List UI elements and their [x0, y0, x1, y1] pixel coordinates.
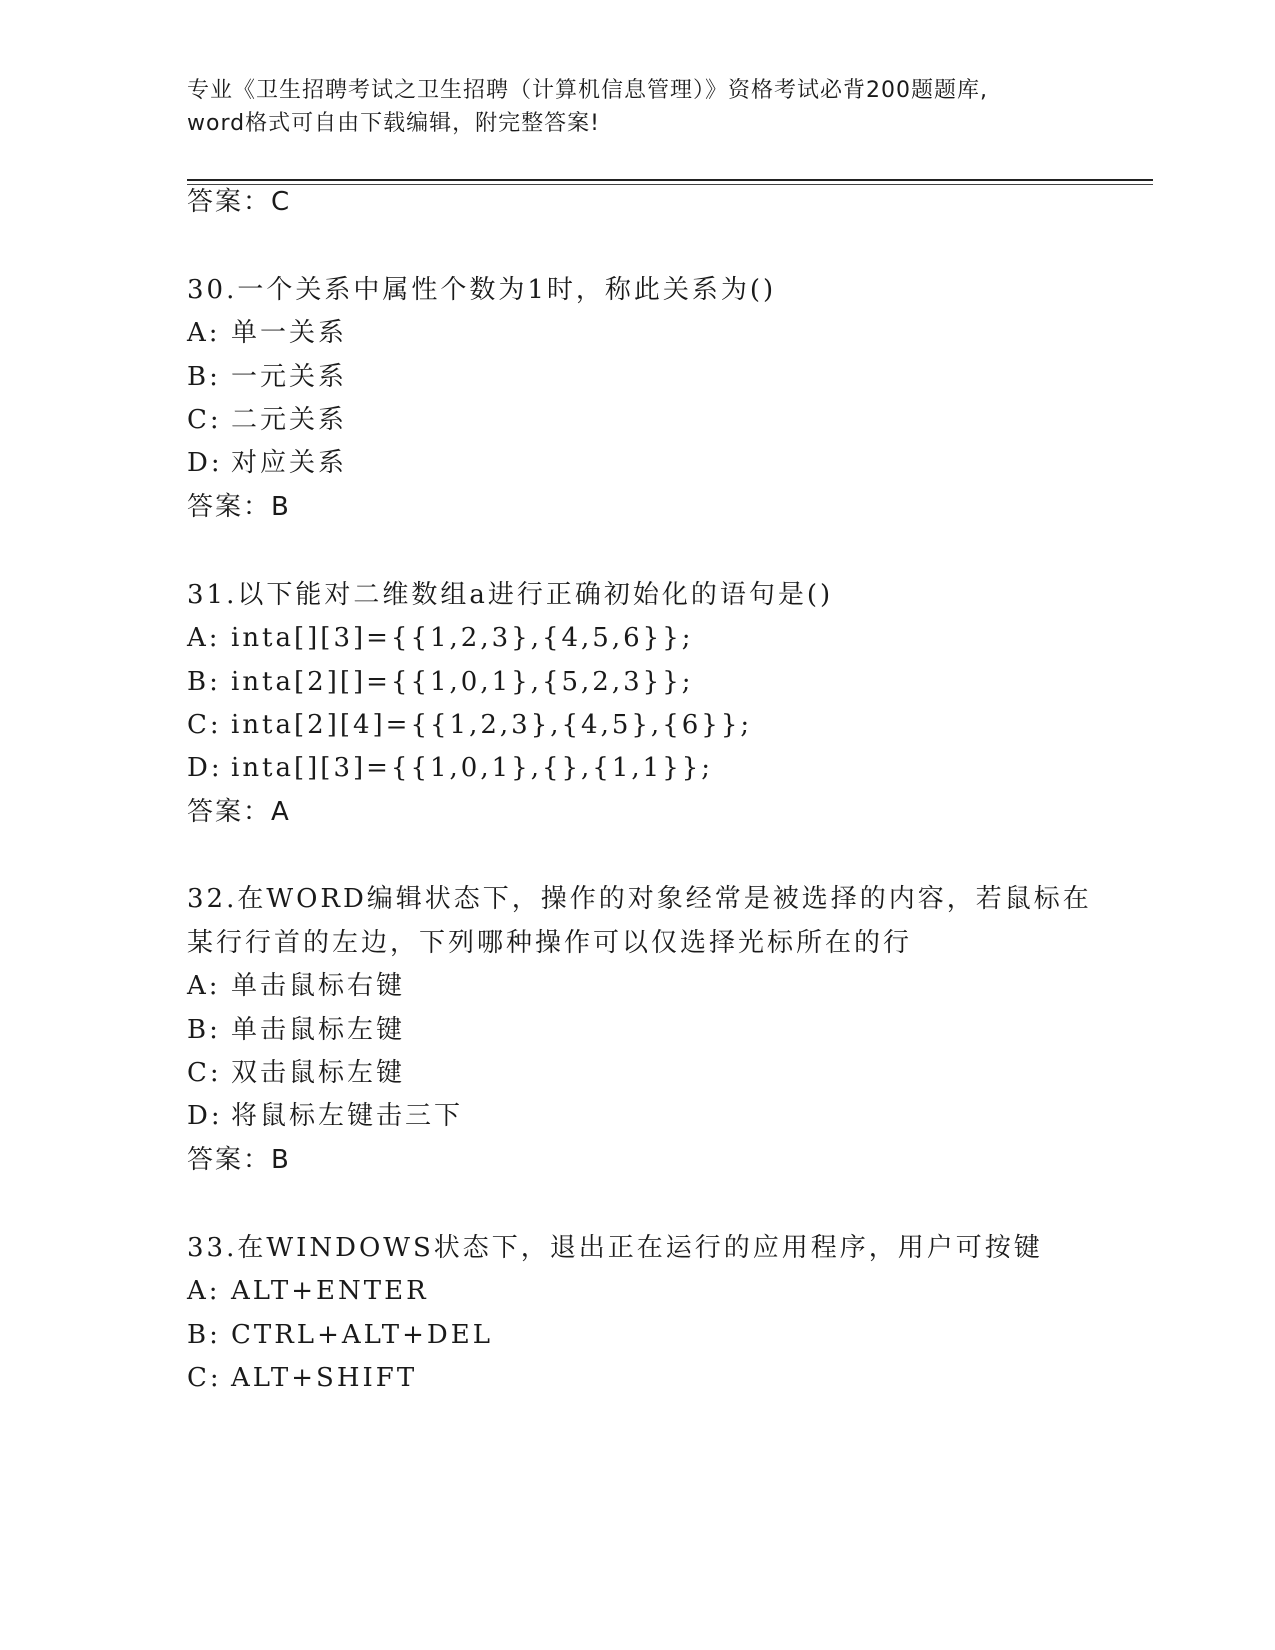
- option-letter: C:: [187, 710, 222, 740]
- question-32-answer: 答案：B: [187, 1145, 291, 1175]
- question-31-option-a: [187, 621, 694, 655]
- option-letter: D:: [187, 1101, 223, 1131]
- option-letter: A:: [187, 971, 221, 1001]
- option-text: inta[2][4]={{1,2,3},{4,5},{6}};: [231, 710, 753, 740]
- option-text: inta[2][]={{1,0,1},{5,2,3}};: [231, 667, 694, 697]
- option-letter: D:: [187, 448, 223, 478]
- question-31-text: 31.以下能对二维数组a进行正确初始化的语句是(): [187, 580, 834, 610]
- header-title-line1: 专业《卫生招聘考试之卫生招聘（计算机信息管理）》资格考试必背200题题库,: [187, 78, 988, 103]
- question-33-text: 33.在WINDOWS状态下，退出正在运行的应用程序，用户可按键: [187, 1233, 1043, 1263]
- option-text: CTRL+ALT+DEL: [231, 1320, 494, 1350]
- question-30-option-b: [187, 360, 347, 394]
- question-31-option-c: [187, 708, 752, 742]
- option-text: 对应关系: [231, 448, 348, 478]
- option-text: 双击鼠标左键: [231, 1058, 406, 1088]
- question-30-option-d: [187, 446, 347, 480]
- question-30-option-c: [187, 403, 347, 437]
- question-32-option-a: [187, 969, 405, 1003]
- option-text: 单击鼠标左键: [231, 1015, 406, 1045]
- question-31-option-b: [187, 665, 694, 699]
- question-32-text-line1: 32.在WORD编辑状态下，操作的对象经常是被选择的内容，若鼠标在: [187, 884, 1092, 914]
- option-text: ALT+ENTER: [231, 1276, 429, 1306]
- option-letter: A:: [187, 623, 221, 653]
- question-33-option-a: [187, 1274, 429, 1308]
- document-header: [187, 74, 1087, 140]
- question-30-text: 30.一个关系中属性个数为1时，称此关系为(): [187, 275, 777, 305]
- option-letter: B:: [187, 362, 221, 392]
- question-30-option-a: [187, 316, 347, 350]
- question-30-answer: 答案：B: [187, 492, 291, 522]
- header-title-line2: word格式可自由下载编辑，附完整答案!: [187, 111, 600, 136]
- option-letter: C:: [187, 405, 222, 435]
- option-text: 一元关系: [231, 362, 348, 392]
- option-letter: B:: [187, 1015, 221, 1045]
- option-letter: A:: [187, 318, 221, 348]
- question-32-text-line2: 某行行首的左边，下列哪种操作可以仅选择光标所在的行: [187, 928, 913, 958]
- option-letter: C:: [187, 1363, 222, 1393]
- option-letter: A:: [187, 1276, 221, 1306]
- option-text: ALT+SHIFT: [231, 1363, 418, 1393]
- option-letter: C:: [187, 1058, 222, 1088]
- header-divider-thin: [187, 184, 1153, 185]
- option-letter: B:: [187, 1320, 221, 1350]
- option-text: inta[][3]={{1,2,3},{4,5,6}};: [231, 623, 694, 653]
- question-33-option-c: [187, 1361, 417, 1395]
- question-31-option-d: [187, 751, 713, 785]
- question-33-option-b: [187, 1318, 493, 1352]
- prev-answer: 答案：C: [187, 187, 292, 217]
- option-letter: D:: [187, 753, 223, 783]
- question-32-option-c: [187, 1056, 405, 1090]
- question-31-answer: 答案：A: [187, 797, 291, 827]
- option-letter: B:: [187, 667, 221, 697]
- question-32-option-b: [187, 1013, 405, 1047]
- question-32-option-d: [187, 1099, 463, 1133]
- option-text: 单一关系: [231, 318, 348, 348]
- header-divider-thick: [187, 179, 1153, 181]
- option-text: 单击鼠标右键: [231, 971, 406, 1001]
- option-text: 二元关系: [231, 405, 348, 435]
- option-text: inta[][3]={{1,0,1},{},{1,1}};: [231, 753, 714, 783]
- option-text: 将鼠标左键击三下: [231, 1101, 464, 1131]
